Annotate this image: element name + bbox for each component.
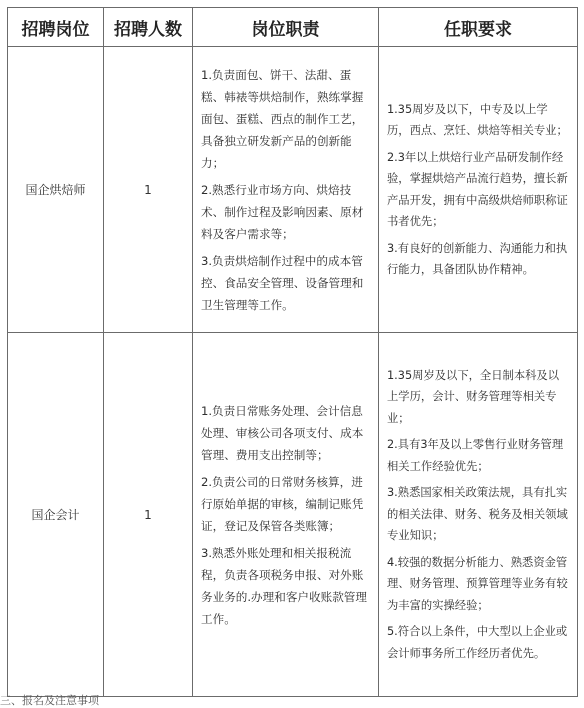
duty-item: 2.负责公司的日常财务核算，进行原始单据的审核，编制记账凭证，登记及保管各类账簿； [201, 474, 364, 533]
requirement-item: 1.35周岁及以下，全日制本科及以上学历，会计、财务管理等相关专业； [387, 368, 560, 425]
duty-item: 3.熟悉外账处理和相关报税流程，负责各项税务申报、对外账务业务的.办理和客户收账款管理工作。 [201, 545, 367, 626]
header-requirements: 任职要求 [379, 8, 578, 47]
table-row [8, 47, 578, 333]
table-row [8, 333, 578, 697]
duty-item: 1.负责日常账务处理、会计信息处理、审核公司各项支付、成本管理、费用支出控制等； [201, 403, 364, 462]
header-position: 招聘岗位 [8, 8, 104, 47]
position-name: 国企会计 [8, 333, 104, 697]
header-duties: 岗位职责 [193, 8, 379, 47]
duties-cell [193, 333, 379, 697]
requirement-item: 3.有良好的创新能力、沟通能力和执行能力，具备团队协作精神。 [387, 241, 568, 276]
section-heading-cutoff: 三、报名及注意事项 [0, 694, 99, 707]
requirement-item: 4.较强的数据分析能力、熟悉资金管理、财务管理、预算管理等业务有较为丰富的实操经验； [387, 555, 568, 612]
duties-cell [193, 47, 379, 333]
duty-item: 1.负责面包、饼干、法甜、蛋糕、韩裱等烘焙制作，熟练掌握面包、蛋糕、西点的制作工艺，具备独立研发新产品的创新能力； [201, 67, 364, 170]
duty-item: 3.负责烘焙制作过程中的成本管控、食品安全管理、设备管理和卫生管理等工作。 [201, 253, 364, 312]
requirement-item: 2.3年以上烘焙行业产品研发制作经验，掌握烘焙产品流行趋势，擅长新产品开发，拥有中高级烘焙师职称证书者优先； [387, 150, 568, 228]
requirement-item: 3.熟悉国家相关政策法规，具有扎实的相关法律、财务、税务及相关领域专业知识； [387, 486, 568, 543]
requirement-item: 2.具有3年及以上零售行业财务管理相关工作经验优先； [387, 438, 564, 473]
duty-item: 2.熟悉行业市场方向、烘焙技术、制作过程及影响因素、原材料及客户需求等； [201, 182, 364, 241]
position-name: 国企烘焙师 [8, 47, 104, 333]
headcount: 1 [104, 47, 193, 333]
requirement-item: 1.35周岁及以下，中专及以上学历，西点、烹饪、烘焙等相关专业； [387, 102, 568, 137]
header-count: 招聘人数 [104, 8, 193, 47]
recruitment-table [7, 7, 578, 697]
requirement-item: 5.符合以上条件，中大型以上企业或会计师事务所工作经历者优先。 [387, 625, 568, 660]
headcount: 1 [104, 333, 193, 697]
table-header-row [8, 8, 578, 47]
requirements-cell [379, 333, 578, 697]
requirements-cell [379, 47, 578, 333]
